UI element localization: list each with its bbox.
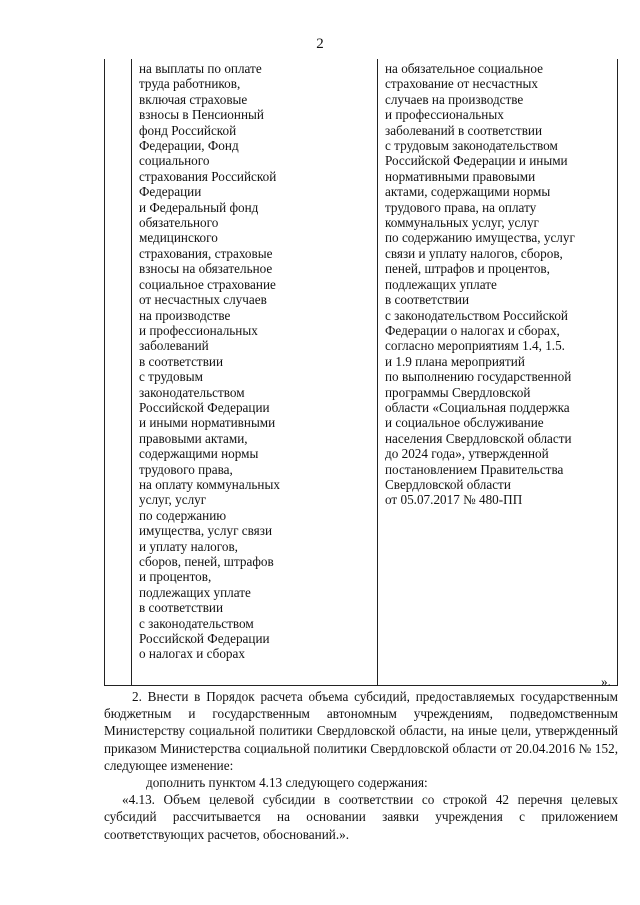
table-cell-line: страхование от несчастных xyxy=(385,76,539,92)
body-text xyxy=(104,688,618,843)
table-cell-line: заболеваний в соответствии xyxy=(385,122,543,138)
table-cell-line: страхования Российской xyxy=(139,168,277,184)
table-cell-line: актами, содержащими нормы xyxy=(385,184,551,200)
table-cell-line: сборов, пеней, штрафов xyxy=(139,554,274,569)
table-cell-line: до 2024 года», утвержденной xyxy=(385,446,549,462)
table-cell-line: и социальное обслуживание xyxy=(385,415,544,431)
closing-quote-mark: ». xyxy=(601,674,611,689)
table-cell-line: Федерации xyxy=(139,184,202,200)
table-cell-line: случаев на производстве xyxy=(385,91,524,107)
table-cell-line: подлежащих уплате xyxy=(139,584,251,600)
table-cell-line: Свердловской области xyxy=(385,476,511,492)
table-cell-line: медицинского xyxy=(139,230,218,246)
table-cell-line: от 05.07.2017 № 480-ПП xyxy=(385,492,523,508)
table-cell-line: нормативными правовыми xyxy=(385,168,536,184)
table-cell-line: и профессиональных xyxy=(385,107,504,123)
table-cell-line: социальное страхование xyxy=(139,276,276,292)
table-cell-line: Федерации, Фонд xyxy=(139,138,239,154)
table-cell-line: и процентов, xyxy=(139,569,212,585)
table-cell-line: и иными нормативными xyxy=(139,415,276,431)
table-cell-line: труда работников, xyxy=(139,76,241,92)
table-cell-line: на оплату коммунальных xyxy=(139,476,280,492)
table-cell-line: и профессиональных xyxy=(139,322,258,338)
table-cell-line: Российской Федерации xyxy=(139,631,270,647)
table-cell-line: и 1.9 плана мероприятий xyxy=(385,353,525,369)
table-cell-line: с трудовым xyxy=(139,369,203,385)
table-cell-line: и уплату налогов, xyxy=(139,538,238,554)
paragraph-amendment: 2. Внести в Порядок расчета объема субсидий, предоставляемых государственным бюджетным и государственным автономным учреждениям, подведомственным Министерству социальной политики Свердловской области, на иные цели, утвержденный приказом Министерства социальной политики Свердловской области от 20.04.2016 № 152, следующее изменение: xyxy=(104,689,618,773)
table-cell-line: трудового права, xyxy=(139,461,233,477)
table-cell-line: на производстве xyxy=(139,307,231,323)
table-cell-line: населения Свердловской области xyxy=(385,430,572,446)
table-column-divider xyxy=(377,59,378,686)
table-cell-line: в соответствии xyxy=(139,600,224,616)
table-cell-line: Российской Федерации и иными xyxy=(385,153,568,169)
table-cell-line: от несчастных случаев xyxy=(139,292,267,308)
page-number: 2 xyxy=(316,36,324,52)
table-cell-line: трудового права, на оплату xyxy=(385,199,537,215)
table-cell-line: и Федеральный фонд xyxy=(139,199,259,215)
table-cell-line: обязательного xyxy=(139,215,219,231)
table-cell-line: по содержанию xyxy=(139,507,227,523)
table-cell-right xyxy=(385,61,575,508)
table-cell-line: содержащими нормы xyxy=(139,446,259,462)
paragraph-point-4-13: «4.13. Объем целевой субсидии в соответствии со строкой 42 перечня целевых субсидий рассчитывается на основании заявки учреждения с приложением соответствующих расчетов, обоснований.». xyxy=(104,792,618,842)
table-cell-line: законодательством xyxy=(139,384,245,400)
table-cell-line: с трудовым законодательством xyxy=(385,138,558,154)
table-cell-left xyxy=(139,61,280,662)
table-cell-line: подлежащих уплате xyxy=(385,276,497,292)
table-cell-line: услуг, услуг xyxy=(139,492,207,508)
table-cell-line: программы Свердловской xyxy=(385,384,531,400)
table-cell-line: с законодательством Российской xyxy=(385,307,568,323)
table-cell-line: включая страховые xyxy=(139,91,248,107)
table-cell-line: связи и уплату налогов, сборов, xyxy=(385,245,563,261)
table-cell-line: правовыми актами, xyxy=(139,430,248,446)
table-cell-line: на выплаты по оплате xyxy=(139,61,262,76)
table-cell-line: по содержанию имущества, услуг xyxy=(385,230,575,246)
table-cell-line: пеней, штрафов и процентов, xyxy=(385,261,550,277)
table-cell-line: имущества, услуг связи xyxy=(139,523,273,539)
table-cell-line: области «Социальная поддержка xyxy=(385,399,570,415)
table-cell-line: взносы в Пенсионный xyxy=(139,107,264,123)
table-cell-line: в соответствии xyxy=(139,353,224,369)
table-cell-line: согласно мероприятиям 1.4, 1.5. xyxy=(385,338,565,354)
table-cell-line: социального xyxy=(139,153,210,169)
table-cell-line: Федерации о налогах и сборах, xyxy=(385,322,560,338)
table-cell-line: по выполнению государственной xyxy=(385,369,572,385)
table-cell-line: постановлением Правительства xyxy=(385,461,564,477)
table-column-divider xyxy=(131,59,132,686)
table-cell-line: о налогах и сборах xyxy=(139,646,245,662)
table-cell-line: страхования, страховые xyxy=(139,245,273,261)
table-cell-line: на обязательное социальное xyxy=(385,61,543,76)
table-cell-line: в соответствии xyxy=(385,292,470,308)
table-cell-line: Российской Федерации xyxy=(139,399,270,415)
paragraph-addition: дополнить пунктом 4.13 следующего содержания: xyxy=(146,775,428,791)
table-cell-line: взносы на обязательное xyxy=(139,261,273,277)
table-cell-line: с законодательством xyxy=(139,615,254,631)
table-cell-line: фонд Российской xyxy=(139,122,237,138)
table-cell-line: коммунальных услуг, услуг xyxy=(385,215,539,231)
table-cell-line: заболеваний xyxy=(139,338,209,354)
